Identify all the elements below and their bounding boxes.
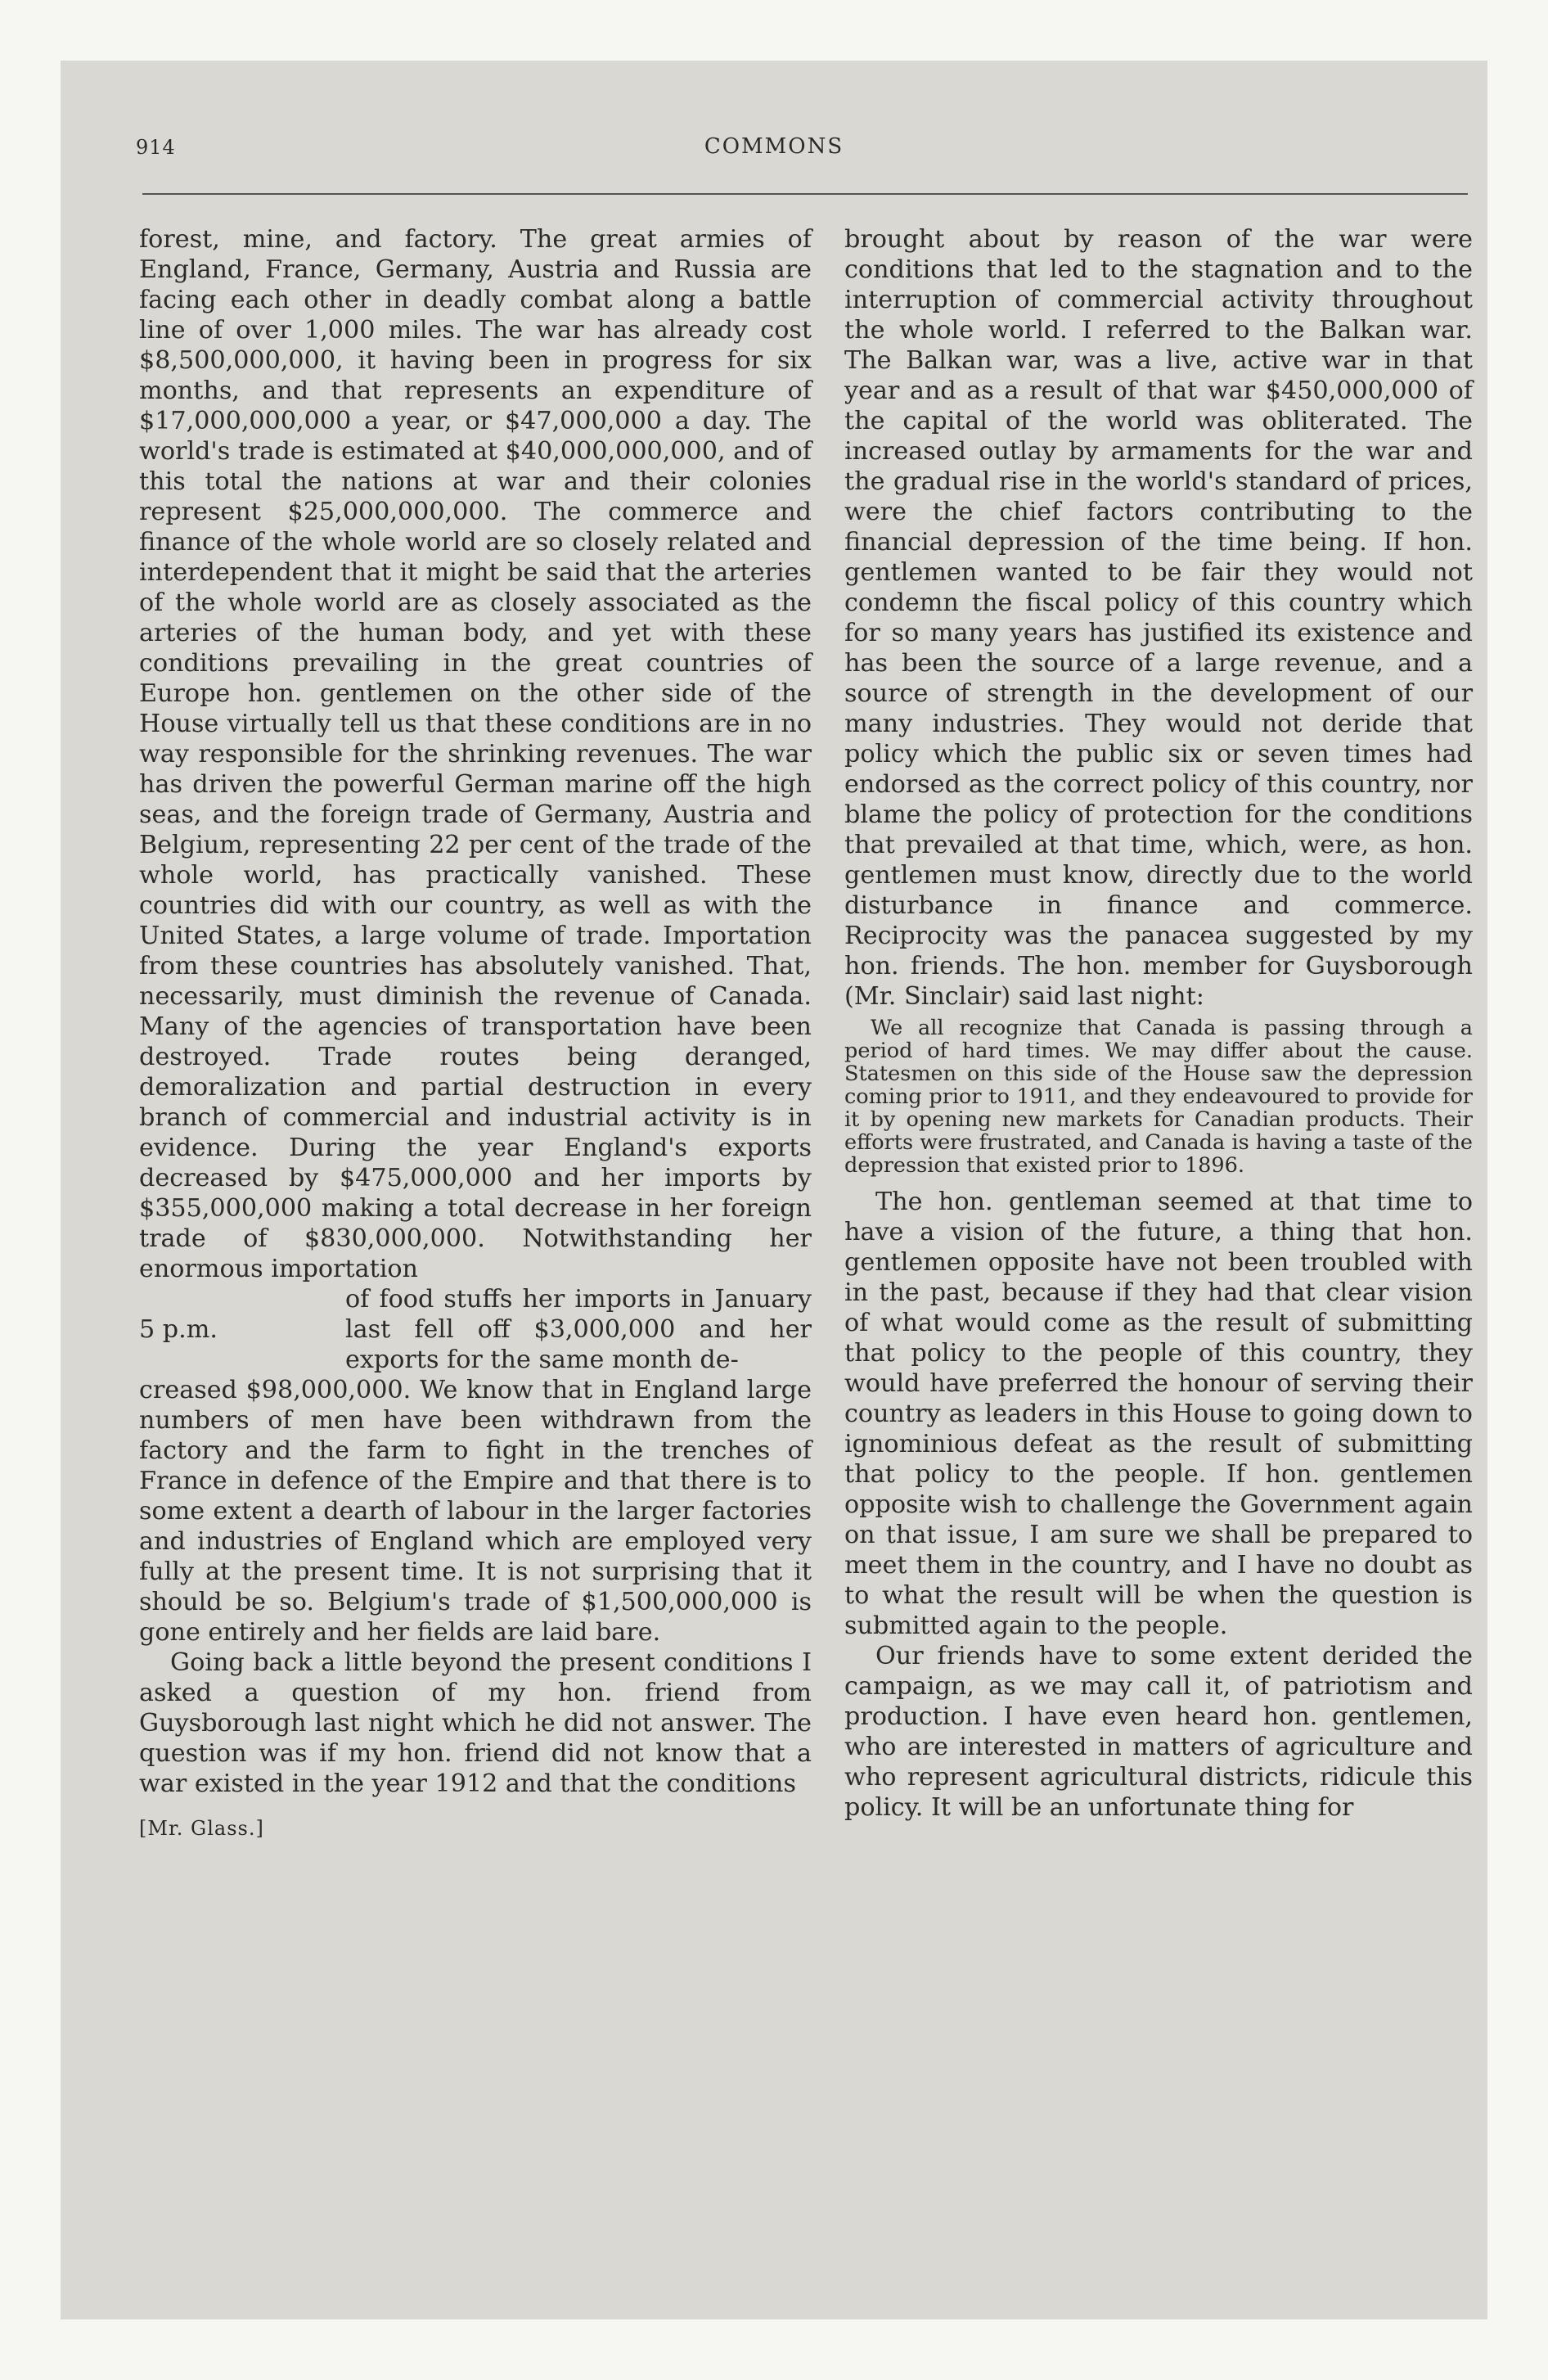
paragraph: brought about by reason of the war were conditions that led to the stagnation and to the interruption of commercial activity throughout the whole world. I referred to the Balkan war. The Balkan war, was a live, active war in that year and as a result of that war $450,000,000 of the capital of the world was obliterated. The increased outlay by armaments for the war and the gradual rise in the world's standard of prices, were the chief factors contributing to the financial depression of the time being. If hon. gentlemen wanted to be fair they would not condemn the fiscal policy of this country which for so many years has justified its existence and has been the source of a large revenue, and a source of strength in the development of our many industries. They would not deride that policy which the public six or seven times had endorsed as the correct policy of this country, nor blame the policy of protection for the conditions that prevailed at that time, which, were, as hon. gentlemen must know, directly due to the world disturbance in finance and commerce. Reciprocity was the panacea suggested by my hon. friends. The hon. member for Guysborough (Mr. Sinclair) said last night: [844, 225, 1473, 1011]
block-quote [844, 1016, 1473, 1177]
right-column [844, 224, 1473, 2303]
header-rule [142, 193, 1468, 195]
quote-text: We all recognize that Canada is passing through a period of hard times. We may differ about the cause. Statesmen on this side of the House saw the depression coming prior to 1911, and they endeavoured to provide for it by opening new markets for Canadian products. Their efforts were frustrated, and Canada is having a taste of the depression that existed prior to 1896. [844, 1016, 1473, 1178]
running-head: COMMONS [704, 134, 844, 159]
timestamp: 5 p.m. [139, 1315, 218, 1344]
page [61, 61, 1487, 2319]
timestamp-block [139, 1284, 812, 1375]
paragraph: creased $98,000,000. We know that in England large numbers of men have been withdrawn from the factory and the farm to fight in the trenches of France in defence of the Empire and that there is to some extent a dearth of labour in the larger factories and industries of England which are employed very fully at the present time. It is not surprising that it should be so. Belgium's trade of $1,500,000,000 is gone entirely and her fields are laid bare. [139, 1376, 812, 1647]
paragraph-indented: of food stuffs her imports in January last fell off $3,000,000 and her exports for the same month de- [345, 1285, 812, 1374]
paragraph: Our friends have to some extent derided the campaign, as we may call it, of patriotism and production. I have even heard hon. gentlemen, who are interested in matters of agriculture and who represent agricultural districts, ridicule this policy. It will be an unfortunate thing for [844, 1642, 1473, 1822]
paragraph: The hon. gentleman seemed at that time to have a vision of the future, a thing that hon. gentlemen opposite have not been troubled with in the past, because if they had that clear vision of what would come as the result of submitting that policy to the people of this country, they would have preferred the honour of serving their country as leaders in this House to going down to ignominious defeat as the result of submitting that policy to the people. If hon. gentlemen opposite wish to challenge the Government again on that issue, I am sure we shall be prepared to meet them in the country, and I have no doubt as to what the result will be when the question is submitted again to the people. [844, 1188, 1473, 1640]
paragraph: forest, mine, and factory. The great armies of England, France, Germany, Austria and Russia are facing each other in deadly combat along a battle line of over 1,000 miles. The war has already cost $8,500,000,000, it having been in progress for six months, and that represents an expenditure of $17,000,000,000 a year, or $47,000,000 a day. The world's trade is estimated at $40,000,000,000, and of this total the nations at war and their colonies represent $25,000,000,000. The commerce and finance of the whole world are so closely related and interdependent that it might be said that the arteries of the whole world are as closely associated as the arteries of the human body, and yet with these conditions prevailing in the great countries of Europe hon. gentlemen on the other side of the House virtually tell us that these conditions are in no way responsible for the shrinking revenues. The war has driven the powerful German marine off the high seas, and the foreign trade of Germany, Austria and Belgium, representing 22 per cent of the trade of the whole world, has practically vanished. These countries did with our country, as well as with the United States, a large volume of trade. Importation from these countries has absolutely vanished. That, necessarily, must diminish the revenue of Canada. Many of the agencies of transportation have been destroyed. Trade routes being deranged, demoralization and partial destruction in every branch of commercial and industrial activity is in evidence. During the year England's exports decreased by $475,000,000 and her imports by $355,000,000 making a total decrease in her foreign trade of $830,000,000. Notwithstanding her enormous importation [139, 225, 812, 1283]
speaker-signature: [Mr. Glass.] [139, 1817, 264, 1840]
left-column [139, 224, 812, 2303]
paragraph: Going back a little beyond the present conditions I asked a question of my hon. friend from Guysborough last night which he did not answer. The question was if my hon. friend did not know that a war existed in the year 1912 and that the conditions [139, 1648, 812, 1798]
page-number: 914 [136, 136, 176, 159]
